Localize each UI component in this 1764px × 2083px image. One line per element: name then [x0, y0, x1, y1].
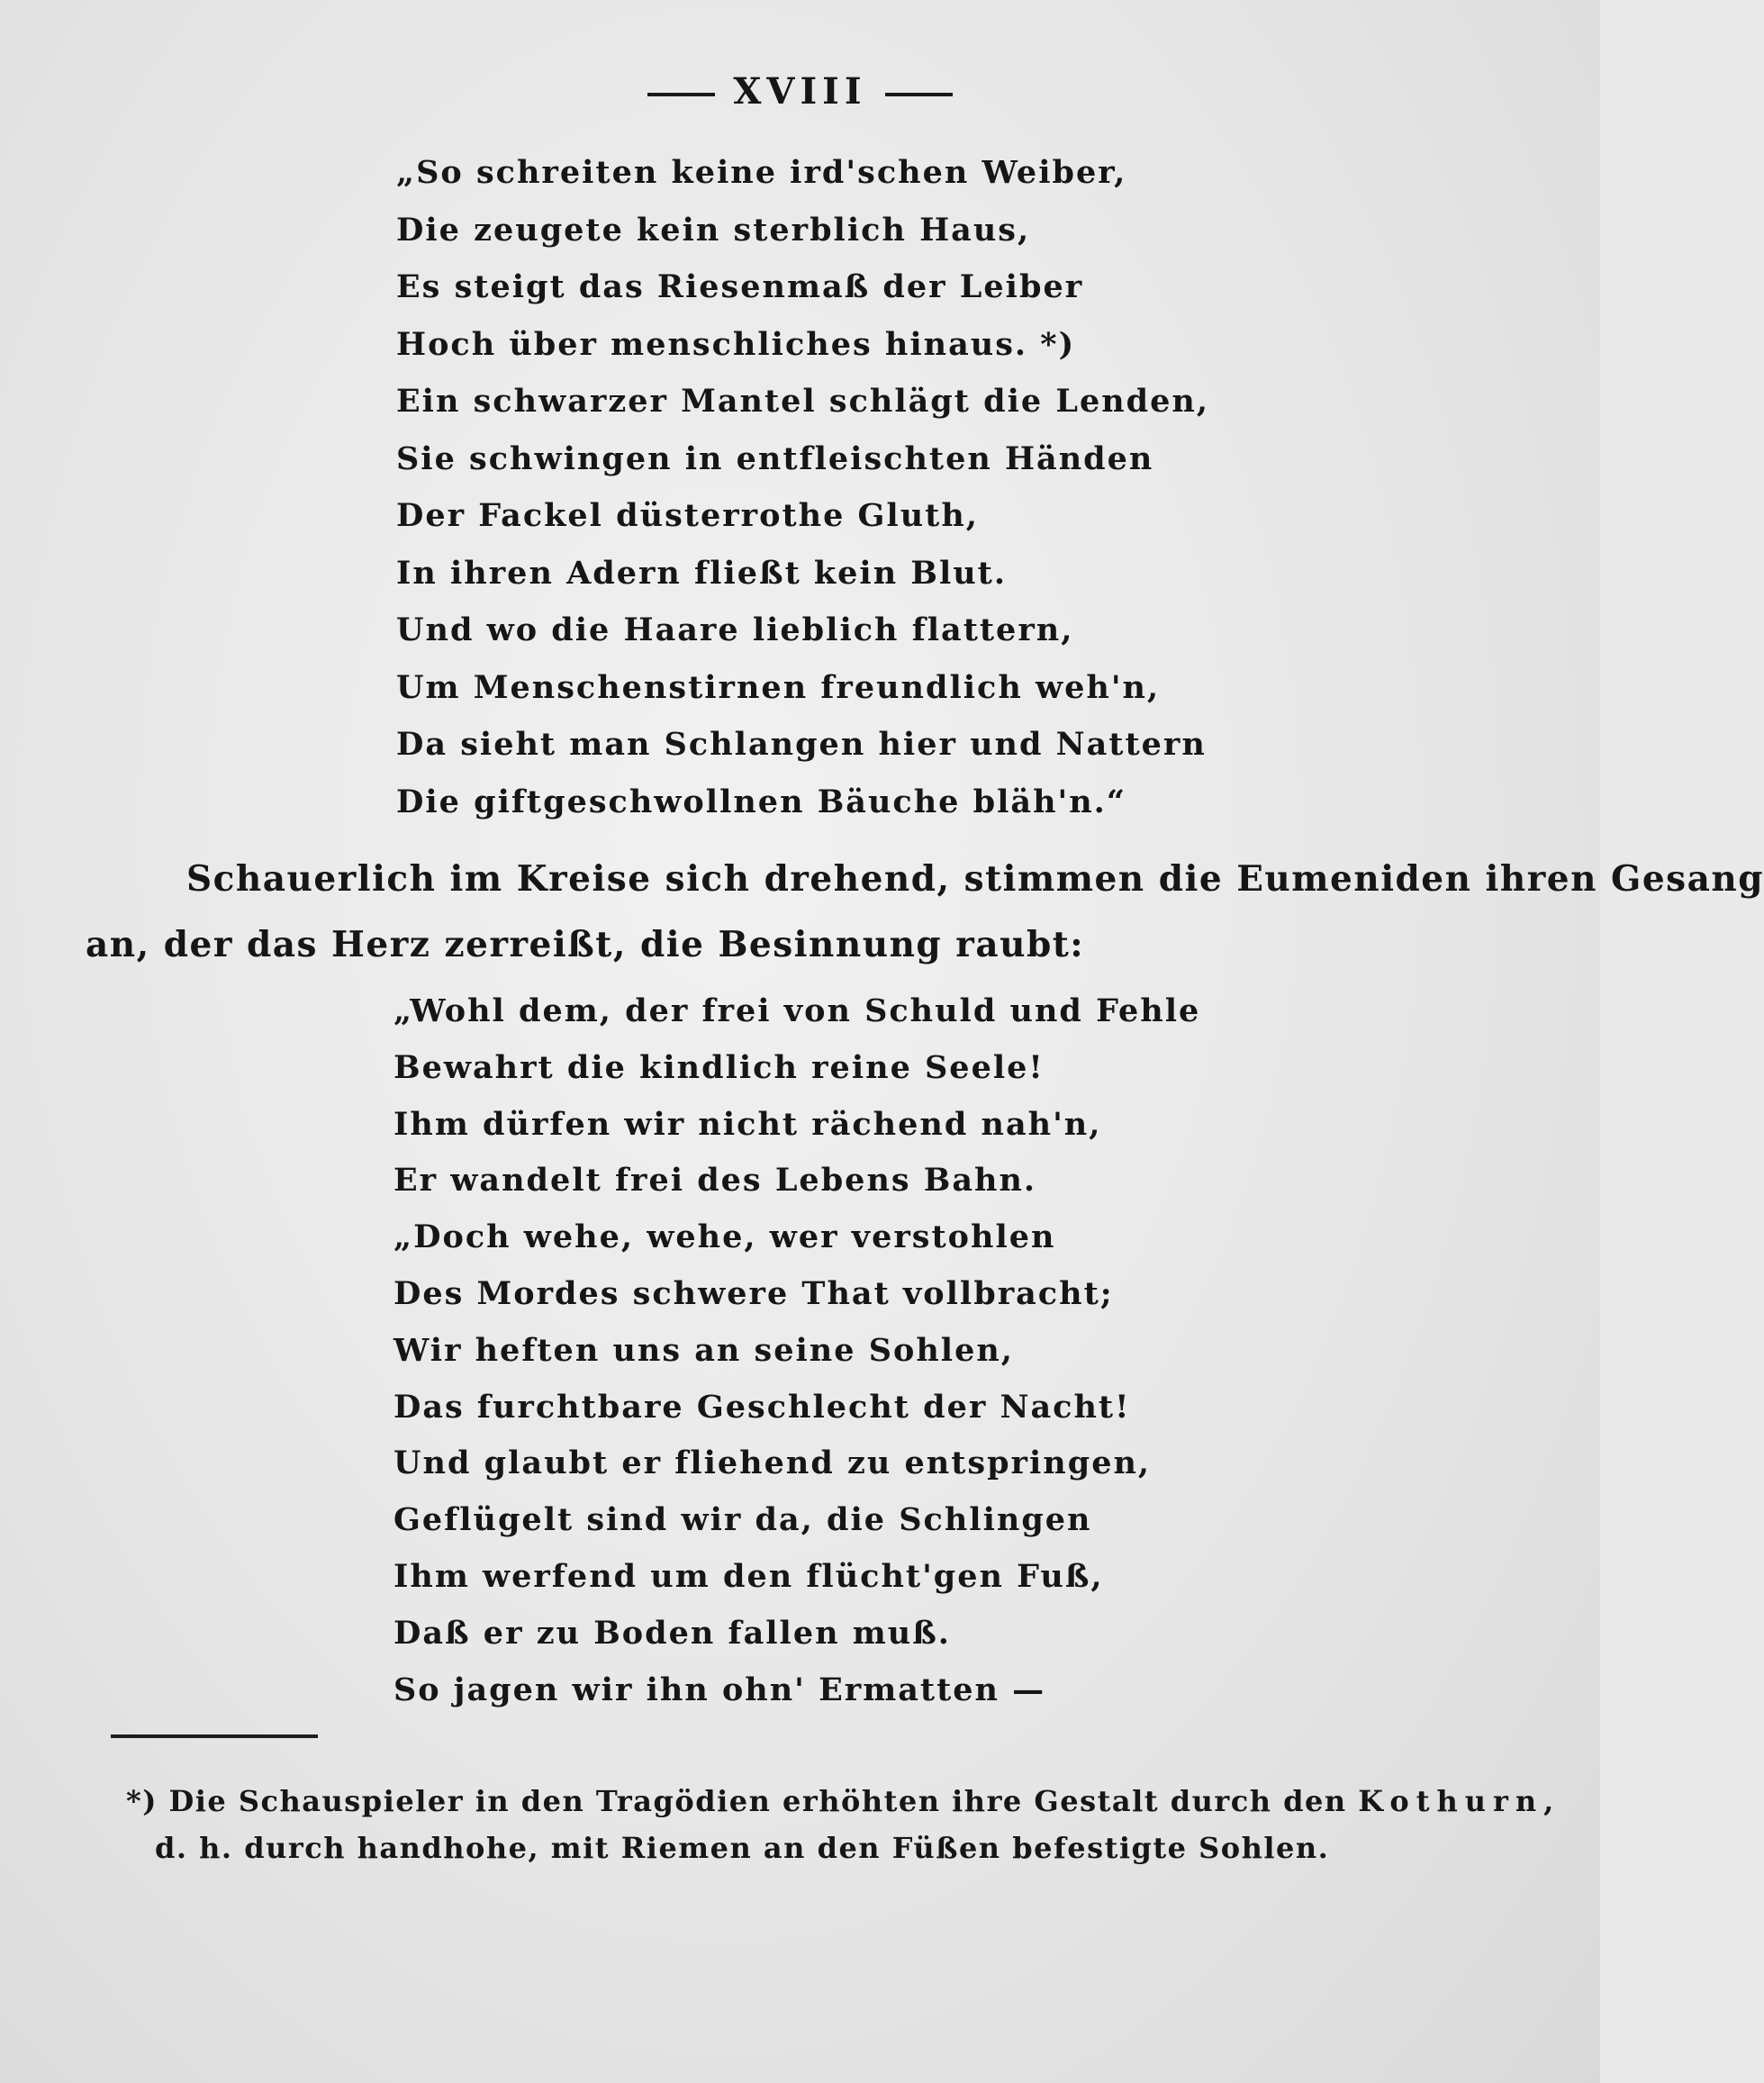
footnote-emphasis: Kothurn,	[1358, 1784, 1561, 1818]
verse-line: Das furchtbare Geschlecht der Nacht!	[394, 1388, 1131, 1426]
verse-line: Bewahrt die kindlich reine Seele!	[394, 1048, 1045, 1086]
footnote-line: d. h. durch handhohe, mit Riemen an den Füßen befestigte Sohlen.	[155, 1831, 1330, 1865]
page-number: XVIII	[733, 70, 867, 113]
verse-line: In ihren Adern fließt kein Blut.	[396, 554, 1008, 592]
verse-block-1	[396, 144, 1209, 830]
verse-line: Die zeugete kein sterblich Haus,	[396, 211, 1031, 249]
verse-line: Ihm dürfen wir nicht rächend nah'n,	[394, 1105, 1102, 1143]
header-dash-right	[885, 93, 953, 96]
verse-line: Des Mordes schwere That vollbracht;	[394, 1274, 1114, 1312]
footnote-text: *) Die Schauspieler in den Tragödien erhöhten ihre Gestalt durch den	[126, 1784, 1347, 1818]
verse-line: „Doch wehe, wehe, wer verstohlen	[394, 1218, 1056, 1256]
verse-line: Wir heften uns an seine Sohlen,	[394, 1331, 1014, 1369]
verse-line: „Wohl dem, der frei von Schuld und Fehle	[394, 992, 1201, 1029]
verse-line: „So schreiten keine ird'schen Weiber,	[396, 154, 1127, 191]
verse-block-2	[394, 983, 1200, 1718]
verse-line: Der Fackel düsterrothe Gluth,	[396, 497, 979, 534]
verse-line: Da sieht man Schlangen hier und Nattern	[396, 726, 1207, 763]
footnote-line	[126, 1778, 1560, 1825]
verse-line: Geflügelt sind wir da, die Schlingen	[394, 1501, 1092, 1539]
verse-line: Daß er zu Boden fallen muß.	[394, 1614, 951, 1652]
verse-line: Ihm werfend um den flücht'gen Fuß,	[394, 1557, 1104, 1595]
prose-line: Schauerlich im Kreise sich drehend, stimmen die Eumeniden ihren Gesang	[186, 858, 1764, 900]
header-dash-left	[647, 93, 715, 96]
verse-line: Und glaubt er fliehend zu entspringen,	[394, 1445, 1152, 1482]
verse-line: Hoch über menschliches hinaus. *)	[396, 325, 1076, 363]
verse-line: So jagen wir ihn ohn' Ermatten —	[394, 1671, 1046, 1708]
verse-line: Ein schwarzer Mantel schlägt die Lenden,	[396, 383, 1210, 420]
footnote	[126, 1778, 1560, 1871]
prose-line: an, der das Herz zerreißt, die Besinnung raubt:	[86, 924, 1085, 965]
verse-line: Die giftgeschwollnen Bäuche bläh'n.“	[396, 783, 1126, 820]
verse-line: Er wandelt frei des Lebens Bahn.	[394, 1162, 1037, 1200]
footnote-rule	[111, 1734, 318, 1738]
verse-line: Sie schwingen in entfleischten Händen	[396, 439, 1154, 477]
prose-paragraph	[86, 847, 1764, 978]
page-header	[0, 70, 1600, 113]
verse-line: Um Menschenstirnen freundlich weh'n,	[396, 668, 1161, 706]
verse-line: Und wo die Haare lieblich flattern,	[396, 611, 1074, 648]
verse-line: Es steigt das Riesenmaß der Leiber	[396, 268, 1084, 305]
